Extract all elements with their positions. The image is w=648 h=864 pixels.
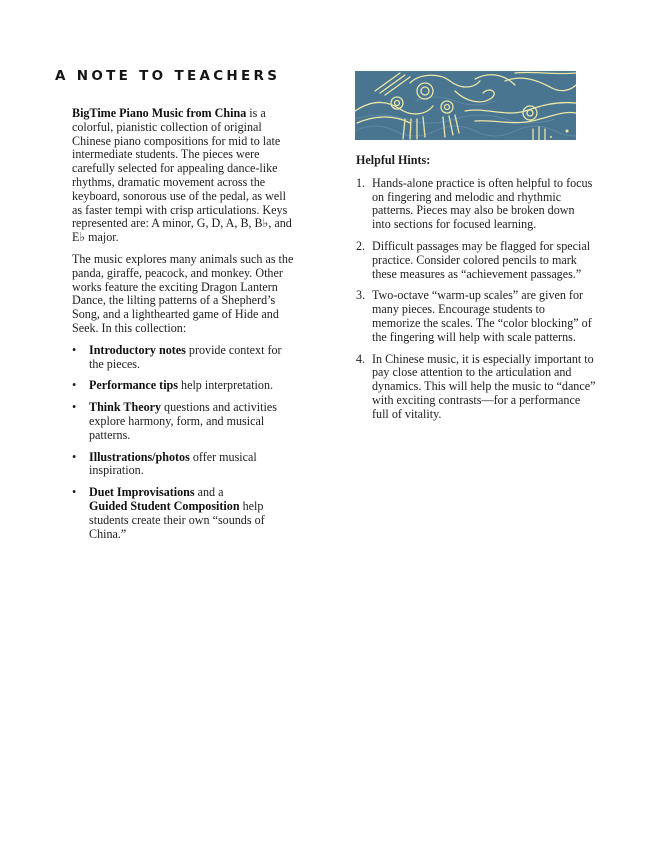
page-title: A NOTE TO TEACHERS: [55, 68, 281, 84]
hints-heading: Helpful Hints:: [356, 153, 431, 167]
bullet-icon: •: [72, 342, 77, 357]
cloud-wave-pattern-icon: [355, 71, 576, 140]
list-item: 2. Difficult passages may be flagged for special practice. Consider colored pencils to mark these measures as “achievement passages.”: [356, 238, 591, 281]
list-item: • Illustrations/photos offer musical inspiration.: [72, 449, 257, 478]
helpful-hints-column: [356, 154, 596, 430]
collection-features-list: [72, 344, 294, 542]
intro-column: [72, 107, 294, 549]
helpful-hints-list: [356, 177, 596, 422]
bullet-icon: •: [72, 378, 77, 393]
list-item: • Performance tips help interpretation.: [72, 378, 274, 393]
list-item: • Duet Improvisations and a Guided Student Composition help students create their own “sounds of China.”: [72, 485, 265, 541]
list-item: 3. Two-octave “warm-up scales” are given for many pieces. Encourage students to memorize the scales. The “color blocking” of the fingering will help with scale patterns.: [356, 288, 592, 344]
bullet-icon: •: [72, 449, 77, 464]
list-item: 1. Hands-alone practice is often helpful to focus on fingering and melodic and rhythmic patterns. Pieces may also be broken down into sections for focused learning.: [356, 175, 593, 232]
list-item: • Think Theory questions and activities explore harmony, form, and musical patterns.: [72, 400, 277, 442]
intro-paragraph-2: The music explores many animals such as the panda, giraffe, peacock, and monkey. Other works feature the exciting Dragon Lantern Dance, the lilting patterns of a Shepherd’s Song, and a lighthearted game of Hide and Seek. In this collection:: [72, 251, 294, 335]
list-item: 4. In Chinese music, it is especially important to pay close attention to the articulation and dynamics. This will help the music to “dance” with exciting contrasts—for a performance full of vitality.: [356, 351, 596, 421]
decorative-banner-image: [355, 71, 576, 140]
book-title: BigTime Piano Music from China: [72, 106, 247, 120]
intro-paragraph-1: BigTime Piano Music from China is a colorful, pianistic collection of original Chinese piano compositions for mid to late intermediate students. The pieces were carefully selected for appealing dance-like rhythms, dramatic movement across the keyboard, sonorous use of the pedal, as well as faster tempi with crisp articulations. Keys represented are: A minor, G, D, A, B, B♭, and E♭ major.: [72, 106, 292, 245]
bullet-icon: •: [72, 400, 77, 415]
bullet-icon: •: [72, 485, 77, 500]
list-item: • Introductory notes provide context for the pieces.: [72, 342, 282, 371]
